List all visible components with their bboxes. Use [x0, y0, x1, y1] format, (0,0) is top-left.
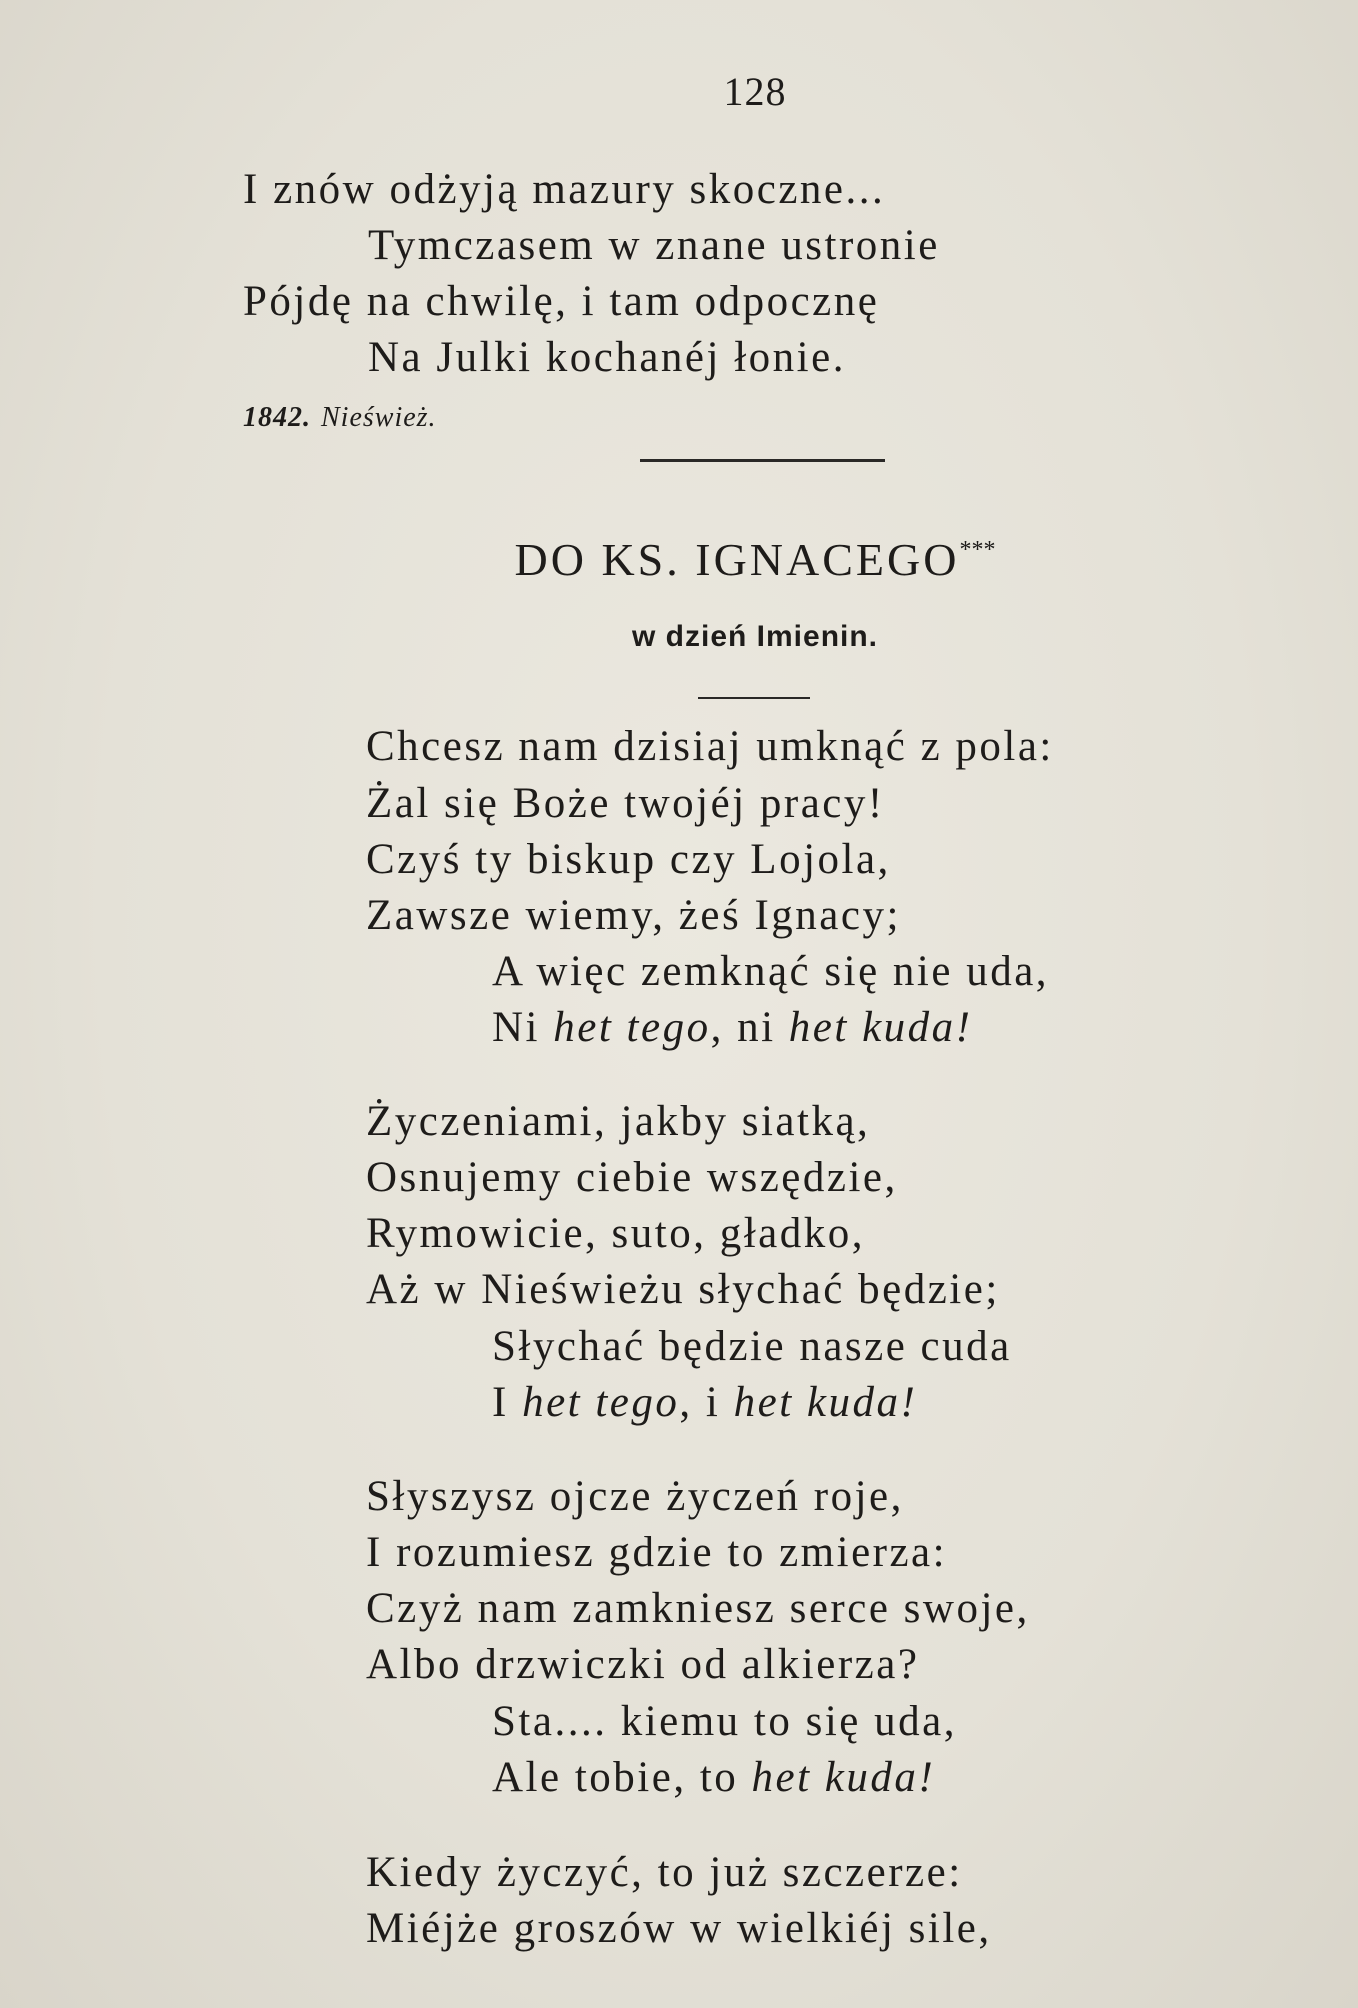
poem-title — [0, 533, 1358, 586]
poem-title-text: DO KS. IGNACEGO — [514, 534, 960, 585]
verse-line: A więc zemknąć się nie uda, — [492, 948, 1050, 995]
verse-line: Chcesz nam dzisiaj umknąć z pola: — [366, 723, 1054, 770]
refrain-italic: het kuda! — [788, 1004, 973, 1051]
refrain-italic: het tego — [522, 1379, 680, 1426]
verse-line: Czyś ty biskup czy Lojola, — [366, 836, 891, 883]
refrain-part: Ale tobie, to — [492, 1754, 752, 1801]
verse-line: Rymowicie, suto, gładko, — [366, 1210, 865, 1257]
verse-line: Słyszysz ojcze życzeń roje, — [366, 1473, 904, 1520]
verse-line-refrain — [492, 1381, 917, 1424]
verse-line: Czyż nam zamkniesz serce swoje, — [366, 1585, 1030, 1632]
refrain-part: Ni — [492, 1004, 554, 1051]
dateline-place: Nieśwież. — [321, 402, 437, 433]
verse-line: Pójdę na chwilę, i tam odpocznę — [243, 278, 880, 325]
poem-title-stars: *** — [959, 537, 996, 563]
verse-line: Aż w Nieświeżu słychać będzie; — [366, 1266, 1000, 1313]
verse-line: Życzeniami, jakby siatką, — [366, 1098, 871, 1145]
verse-line: Słychać będzie nasze cuda — [492, 1323, 1012, 1370]
refrain-italic: het kuda! — [751, 1754, 936, 1801]
page-number: 128 — [723, 69, 787, 114]
verse-line: Albo drzwiczki od alkierza? — [366, 1641, 920, 1688]
verse-line: I rozumiesz gdzie to zmierza: — [366, 1529, 948, 1576]
verse-line: Miéjże groszów w wielkiéj sile, — [366, 1905, 992, 1952]
verse-line: Kiedy życzyć, to już szczerze: — [366, 1849, 963, 1896]
refrain-part: I — [492, 1379, 523, 1426]
verse-line-refrain — [492, 1756, 935, 1799]
dateline — [243, 402, 437, 434]
verse-line: Tymczasem w znane ustronie — [368, 222, 940, 269]
refrain-part: , ni — [710, 1004, 789, 1051]
verse-line: Sta.... kiemu to się uda, — [492, 1698, 957, 1745]
refrain-italic: het kuda! — [733, 1379, 918, 1426]
verse-line: I znów odżyją mazury skoczne... — [243, 166, 886, 213]
refrain-italic: het tego — [553, 1004, 711, 1051]
verse-line: Żal się Boże twojéj pracy! — [366, 780, 885, 827]
verse-line: Zawsze wiemy, żeś Ignacy; — [366, 892, 901, 939]
refrain-part: , i — [679, 1379, 734, 1426]
title-divider — [698, 697, 810, 699]
dateline-year: 1842. — [243, 402, 311, 433]
poem-subtitle: w dzień Imienin. — [631, 620, 879, 653]
section-divider — [640, 459, 885, 462]
verse-line-refrain — [492, 1006, 972, 1049]
verse-line: Osnujemy ciebie wszędzie, — [366, 1154, 898, 1201]
verse-line: Na Julki kochanéj łonie. — [368, 334, 846, 381]
